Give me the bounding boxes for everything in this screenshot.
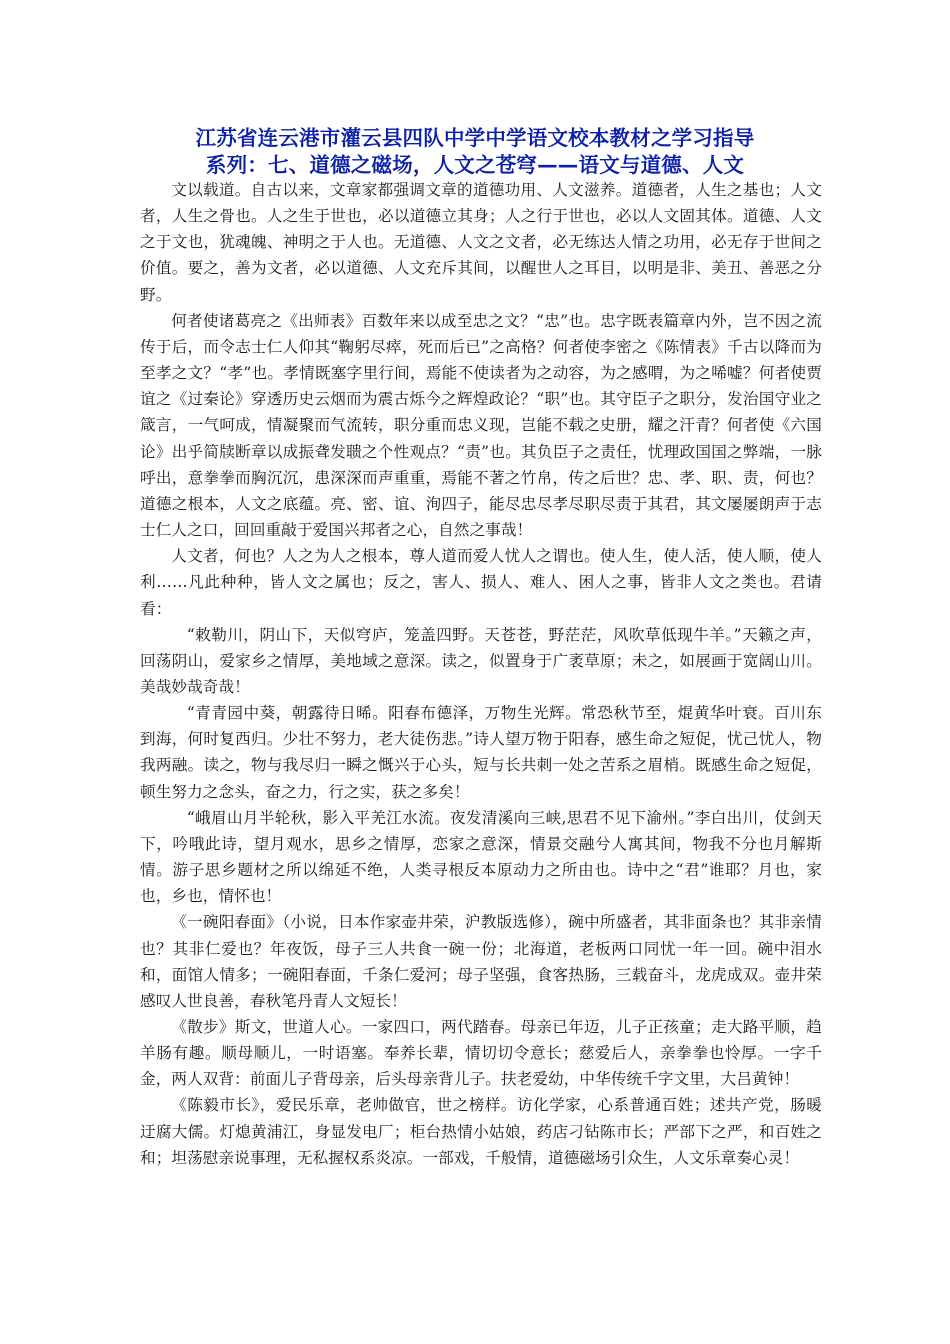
paragraph-intro: 文以载道。自古以来，文章家都强调文章的道德功用、人文滋养。道德者，人生之基也；人文者，人生之骨也。人之生于世也，必以道德立其身；人之行于世也，必以人文固其体。道德、人文之于文也，犹魂魄、神明之于人也。无道德、人文之文者，必无练达人情之功用，必无存于世间之价值。要之，善为文者，必以道德、人文充斥其间，以醒世人之耳目，以明是非、美丑、善恶之分野。 [140, 181, 822, 304]
paragraph-humanism: 人文者，何也？人之为人之根本，尊人道而爱人忧人之谓也。使人生，使人活，使人顺，使人利……凡此种种，皆人文之属也；反之，害人、损人、难人、困人之事，皆非人文之类也。君请看： [140, 547, 822, 618]
document-title-line-1: 江苏省连云港市灌云县四队中学中学语文校本教材之学习指导 [195, 126, 755, 150]
paragraph-walk: 《散步》斯文，世道人心。一家四口，两代踏春。母亲已年迈，儿子正孩童；走大路平顺，趋羊肠有趣。顺母顺儿，一时语塞。奉养长辈，情切切令意长；慈爱后人，亲拳拳也怜厚。一字千金，两人双背：前面儿子背母亲，后头母亲背儿子。扶老爱幼，中华传统千字文里，大吕黄钟！ [140, 1018, 822, 1089]
paragraph-noodles: 《一碗阳春面》（小说，日本作家壶井荣，沪教版选修），碗中所盛者，其非面条也？其非亲情也？其非仁爱也？年夜饭，母子三人共食一碗一份；北海道，老板两口同忧一年一回。碗中泪水和，面馆人情多；一碗阳春面，千条仁爱河；母子坚强，食客热肠，三载奋斗，龙虎成双。壶井荣感叹人世良善，春秋笔丹青人文短长！ [140, 913, 822, 1010]
paragraph-classics: 何者使诸葛亮之《出师表》百数年来以成至忠之文？“忠”也。忠字既表篇章内外，岂不因之流传于后，而令志士仁人仰其“鞠躬尽瘁，死而后已”之高格？何者使李密之《陈情表》千古以降而为至孝之文？“孝”也。孝情既塞字里行间，焉能不使读者为之动容，为之感喟，为之唏嘘？何者使贾谊之《过秦论》穿透历史云烟而为震古烁今之辉煌政论？“职”也。其守臣子之职分，发治国守业之箴言，一气呵成，情凝聚而气流转，职分重而忠义现，岂能不载之史册，耀之汗青？何者使《六国论》出乎简牍断章以成振聋发聩之个性观点？“责”也。其负臣子之责任，忧理政国国之弊端，一脉呼出，意拳拳而胸沉沉，患深深而声重重，焉能不著之竹帛，传之后世？忠、孝、职、责，何也？道德之根本，人文之底蕴。亮、密、谊、洵四子，能尽忠尽孝尽职尽责于其君，其文屡屡朗声于志士仁人之口，回回重敲于爱国兴邦者之心，自然之事哉！ [140, 311, 822, 540]
paragraph-chile-song: “敕勒川，阴山下，天似穹庐，笼盖四野。天苍苍，野茫茫，风吹草低现牛羊。”天籁之声，回荡阴山，爱家乡之情厚，美地域之意深。读之，似置身于广袤草原；未之，如展画于宽阔山川。美哉妙哉奇哉！ [140, 625, 822, 696]
paragraph-emei-moon: “峨眉山月半轮秋，影入平羌江水流。夜发清溪向三峡,思君不见下渝州。”李白出川，仗剑天下，吟哦此诗，望月观水，思乡之情厚，恋家之意深，情景交融兮人寓其间，物我不分也月解斯情。游子思乡题材之所以绵延不绝，人类寻根反本原动力之所由也。诗中之“君”谁耶？月也，家也，乡也，情怀也！ [140, 808, 822, 906]
document-title-line-2: 系列：七、道德之磁场，人文之苍穹——语文与道德、人文 [205, 153, 745, 177]
document-body [140, 177, 822, 1171]
paragraph-mayor-chenyi: 《陈毅市长》，爱民乐章，老帅做官，世之榜样。访化学家，心系普通百姓；述共产党，肠暖迂腐大儒。灯熄黄浦江，身显发电厂；柜台热情小姑娘，药店刁钻陈市长；严部下之严，和百姓之和；坦荡慰亲说事理，无私握权系炎凉。一部戏，千般情，道德磁场引众生，人文乐章奏心灵！ [140, 1096, 822, 1167]
paragraph-changge: “青青园中葵，朝露待日晞。阳春布德泽，万物生光辉。常恐秋节至，焜黄华叶衰。百川东到海，何时复西归。少壮不努力，老大徒伤悲。”诗人望万物于阳春，感生命之短促，忧己忧人，物我两融。读之，物与我尽归一瞬之慨兴于心头，短与长共刺一处之苦系之眉梢。既感生命之短促，顿生努力之念头，奋之力，行之实，获之多矣！ [140, 704, 822, 801]
